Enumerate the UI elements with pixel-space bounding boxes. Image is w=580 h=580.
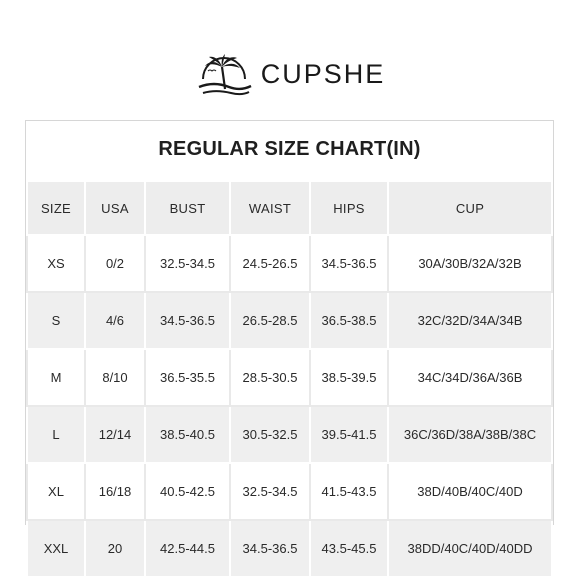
table-row bbox=[27, 520, 552, 577]
cell-usa: 16/18 bbox=[85, 463, 145, 520]
cell-usa: 4/6 bbox=[85, 292, 145, 349]
size-table bbox=[26, 180, 553, 578]
cell-bust: 32.5-34.5 bbox=[145, 235, 230, 292]
cell-bust: 42.5-44.5 bbox=[145, 520, 230, 577]
cell-size: S bbox=[27, 292, 85, 349]
cell-waist: 30.5-32.5 bbox=[230, 406, 310, 463]
cell-cup: 38D/40B/40C/40D bbox=[388, 463, 552, 520]
table-row bbox=[27, 235, 552, 292]
table-row bbox=[27, 292, 552, 349]
cell-hips: 38.5-39.5 bbox=[310, 349, 388, 406]
chart-title: REGULAR SIZE CHART(IN) bbox=[26, 121, 553, 180]
cell-cup: 30A/30B/32A/32B bbox=[388, 235, 552, 292]
cell-bust: 34.5-36.5 bbox=[145, 292, 230, 349]
cell-waist: 34.5-36.5 bbox=[230, 520, 310, 577]
table-row bbox=[27, 463, 552, 520]
header-usa: USA bbox=[85, 181, 145, 235]
cell-bust: 40.5-42.5 bbox=[145, 463, 230, 520]
header-size: SIZE bbox=[27, 181, 85, 235]
cell-cup: 34C/34D/36A/36B bbox=[388, 349, 552, 406]
cell-cup: 38DD/40C/40D/40DD bbox=[388, 520, 552, 577]
header-bust: BUST bbox=[145, 181, 230, 235]
cell-usa: 8/10 bbox=[85, 349, 145, 406]
cell-hips: 41.5-43.5 bbox=[310, 463, 388, 520]
header-waist: WAIST bbox=[230, 181, 310, 235]
brand-name: CUPSHE bbox=[260, 58, 386, 89]
cell-waist: 28.5-30.5 bbox=[230, 349, 310, 406]
cell-bust: 36.5-35.5 bbox=[145, 349, 230, 406]
cell-waist: 26.5-28.5 bbox=[230, 292, 310, 349]
palm-tree-island-icon bbox=[195, 49, 253, 99]
size-chart bbox=[25, 120, 554, 556]
brand-header bbox=[0, 44, 580, 104]
header-hips: HIPS bbox=[310, 181, 388, 235]
header-cup: CUP bbox=[388, 181, 552, 235]
table-row bbox=[27, 349, 552, 406]
cell-waist: 24.5-26.5 bbox=[230, 235, 310, 292]
cell-hips: 39.5-41.5 bbox=[310, 406, 388, 463]
table-row bbox=[27, 406, 552, 463]
cell-usa: 0/2 bbox=[85, 235, 145, 292]
cell-size: XL bbox=[27, 463, 85, 520]
cell-waist: 32.5-34.5 bbox=[230, 463, 310, 520]
cell-hips: 43.5-45.5 bbox=[310, 520, 388, 577]
cell-size: M bbox=[27, 349, 85, 406]
cell-hips: 36.5-38.5 bbox=[310, 292, 388, 349]
cell-cup: 32C/32D/34A/34B bbox=[388, 292, 552, 349]
cell-hips: 34.5-36.5 bbox=[310, 235, 388, 292]
table-header-row bbox=[27, 181, 552, 235]
cell-usa: 20 bbox=[85, 520, 145, 577]
cell-cup: 36C/36D/38A/38B/38C bbox=[388, 406, 552, 463]
cell-usa: 12/14 bbox=[85, 406, 145, 463]
cell-size: XS bbox=[27, 235, 85, 292]
cell-size: L bbox=[27, 406, 85, 463]
cell-bust: 38.5-40.5 bbox=[145, 406, 230, 463]
cell-size: XXL bbox=[27, 520, 85, 577]
